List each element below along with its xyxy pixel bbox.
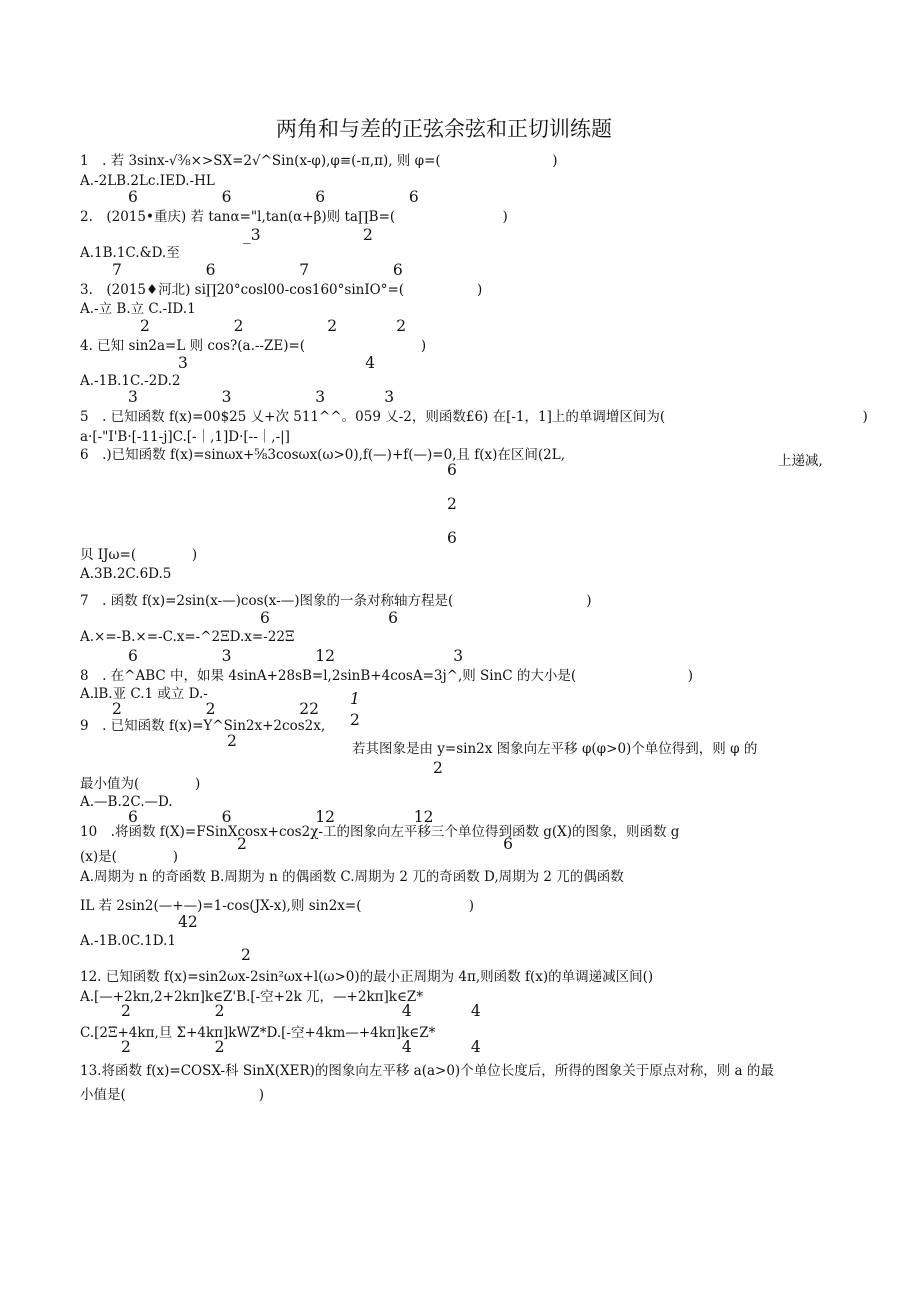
- options-6: A.3B.2C.6D.5: [80, 566, 172, 582]
- denominators-12-ab: 2 2 4 4: [121, 1002, 481, 1020]
- fraction-6b: 2: [447, 495, 457, 513]
- fraction-9a: 2: [227, 732, 237, 750]
- fraction-7: 6 6: [260, 609, 398, 627]
- denominator-11: 2: [241, 946, 251, 964]
- question-5: 5 . 已知函数 f(x)=00$25 乂+次 511^^。059 乂-2，则函数£6) 在[-1，1]上的单调增区间为( ): [80, 409, 868, 425]
- denominators-4: 3 3 3 3: [128, 388, 395, 406]
- question-10: 10 .将函数 f(X)=FSinXcosx+cos2χ-工的图象向左平移三个单位得到函数 g(X)的图象，则函数 g: [80, 824, 680, 840]
- question-9-answer: 最小值为( ): [80, 776, 201, 792]
- question-13: 13.将函数 f(x)=COSX-科 SinX(XER)的图象向左平移 a(a>0)个单位长度后，所得的图象关于原点对称，则 a 的最: [80, 1063, 774, 1079]
- denominators-1: 6 6 6 6: [128, 188, 419, 206]
- options-5: a·[-"I'B·[-11-j]C.[-｜,1]D·[--｜,-|]: [80, 429, 290, 445]
- fraction-8-bottom: 2: [350, 711, 360, 729]
- fraction-9b: 2: [433, 759, 443, 777]
- denominators-8: 2 2 22: [112, 700, 319, 718]
- question-9-tail: 若其图象是由 y=sin2x 图象向左平移 φ(φ>0)个单位得到，则 φ 的: [352, 741, 758, 757]
- denominators-2: 7 6 7 6: [112, 261, 403, 279]
- fraction-6a: 6: [447, 461, 457, 479]
- question-6: 6 .)已知函数 f(x)=sinωx+⅝3cosωx(ω>0),f(—)+f(—)=0,且 f(x)在区间(2L,: [80, 447, 566, 463]
- question-12: 12. 已知函数 f(x)=sin2ωx-2sin²ωx+l(ω>0)的最小正周期为 4π,则函数 f(x)的单调递减区间(): [80, 969, 654, 985]
- fraction-4: 3 4: [178, 354, 376, 372]
- options-1: A.-2LB.2Lc.IED.-HL: [80, 173, 215, 189]
- question-3: 3. (2015♦河北) si∏20°cosl00-cos160°sinIO°=( ): [80, 282, 483, 298]
- options-12-cd: C.[2Ξ+4kπ,旦 Σ+4kπ]kWZ*D.[-空+4km—+4kπ]k∈Z*: [80, 1025, 436, 1041]
- question-1: 1 . 若 3sinx-√⅜×>SX=2√^Sin(x-φ),φ≡(-π,π), 则 φ=( ): [80, 153, 558, 169]
- question-7: 7 . 函数 f(x)=2sin(x-—)cos(x-—)图象的一条对称轴方程是( ): [80, 593, 592, 609]
- denominators-9: 6 6 12 12: [128, 808, 434, 826]
- options-4: A.-1B.1C.-2D.2: [80, 373, 181, 389]
- question-10-answer: (x)是( ): [80, 849, 178, 865]
- denominators-3: 2 2 2 2: [140, 317, 407, 335]
- fraction-2b: 2: [363, 226, 373, 244]
- fraction-8-top: 1: [350, 690, 360, 708]
- options-2: A.1B.1C.&D.至: [80, 245, 180, 261]
- denominators-7: 6 3 12 3: [128, 647, 464, 665]
- question-13-answer: 小值是( ): [80, 1087, 265, 1103]
- options-8: A.lB.亚 C.1 或立 D.-: [80, 686, 208, 702]
- question-11: IL 若 2sin2(—+—)=1-cos(JX-x),则 sin2x=( ): [80, 898, 475, 914]
- fraction-2a: _3: [243, 226, 261, 244]
- options-11: A.-1B.0C.1D.1: [80, 933, 176, 949]
- fraction-11: 42: [178, 913, 198, 931]
- denominators-12-cd: 2 2 4 4: [121, 1038, 481, 1056]
- options-10: A.周期为 n 的奇函数 B.周期为 n 的偶函数 C.周期为 2 兀的奇函数 D,周期为 2 兀的偶函数: [80, 869, 624, 885]
- fraction-6c: 6: [447, 529, 457, 547]
- fraction-10: 2 6: [237, 835, 513, 853]
- options-7: A.×=-B.×=-C.x=-^2ΞD.x=-22Ξ: [80, 629, 295, 645]
- options-12-ab: A.[—+2kπ,2+2kπ]k∈Z'B.[-空+2k 兀，—+2kπ]k∈Z*: [80, 989, 424, 1005]
- question-2: 2. (2015•重庆) 若 tanα="l,tan(α+β)则 ta∏B=( ): [80, 209, 508, 225]
- page-title: 两角和与差的正弦余弦和正切训练题: [276, 117, 612, 141]
- question-6-tail: 上递减,: [778, 453, 823, 469]
- options-3: A.-立 B.立 C.-ID.1: [80, 301, 196, 317]
- question-6-answer: 贝 IJω=( ): [80, 547, 198, 563]
- question-4: 4. 已知 sin2a=L 则 cos?(a.--ZE)=( ): [80, 338, 427, 354]
- question-9: 9 . 已知函数 f(x)=Y^Sin2x+2cos2x,: [80, 718, 326, 734]
- question-8: 8 . 在^ABC 中，如果 4sinA+28sB=l,2sinB+4cosA=3j^,则 SinC 的大小是( ): [80, 668, 694, 684]
- options-9: A.—B.2C.—D.: [80, 794, 173, 810]
